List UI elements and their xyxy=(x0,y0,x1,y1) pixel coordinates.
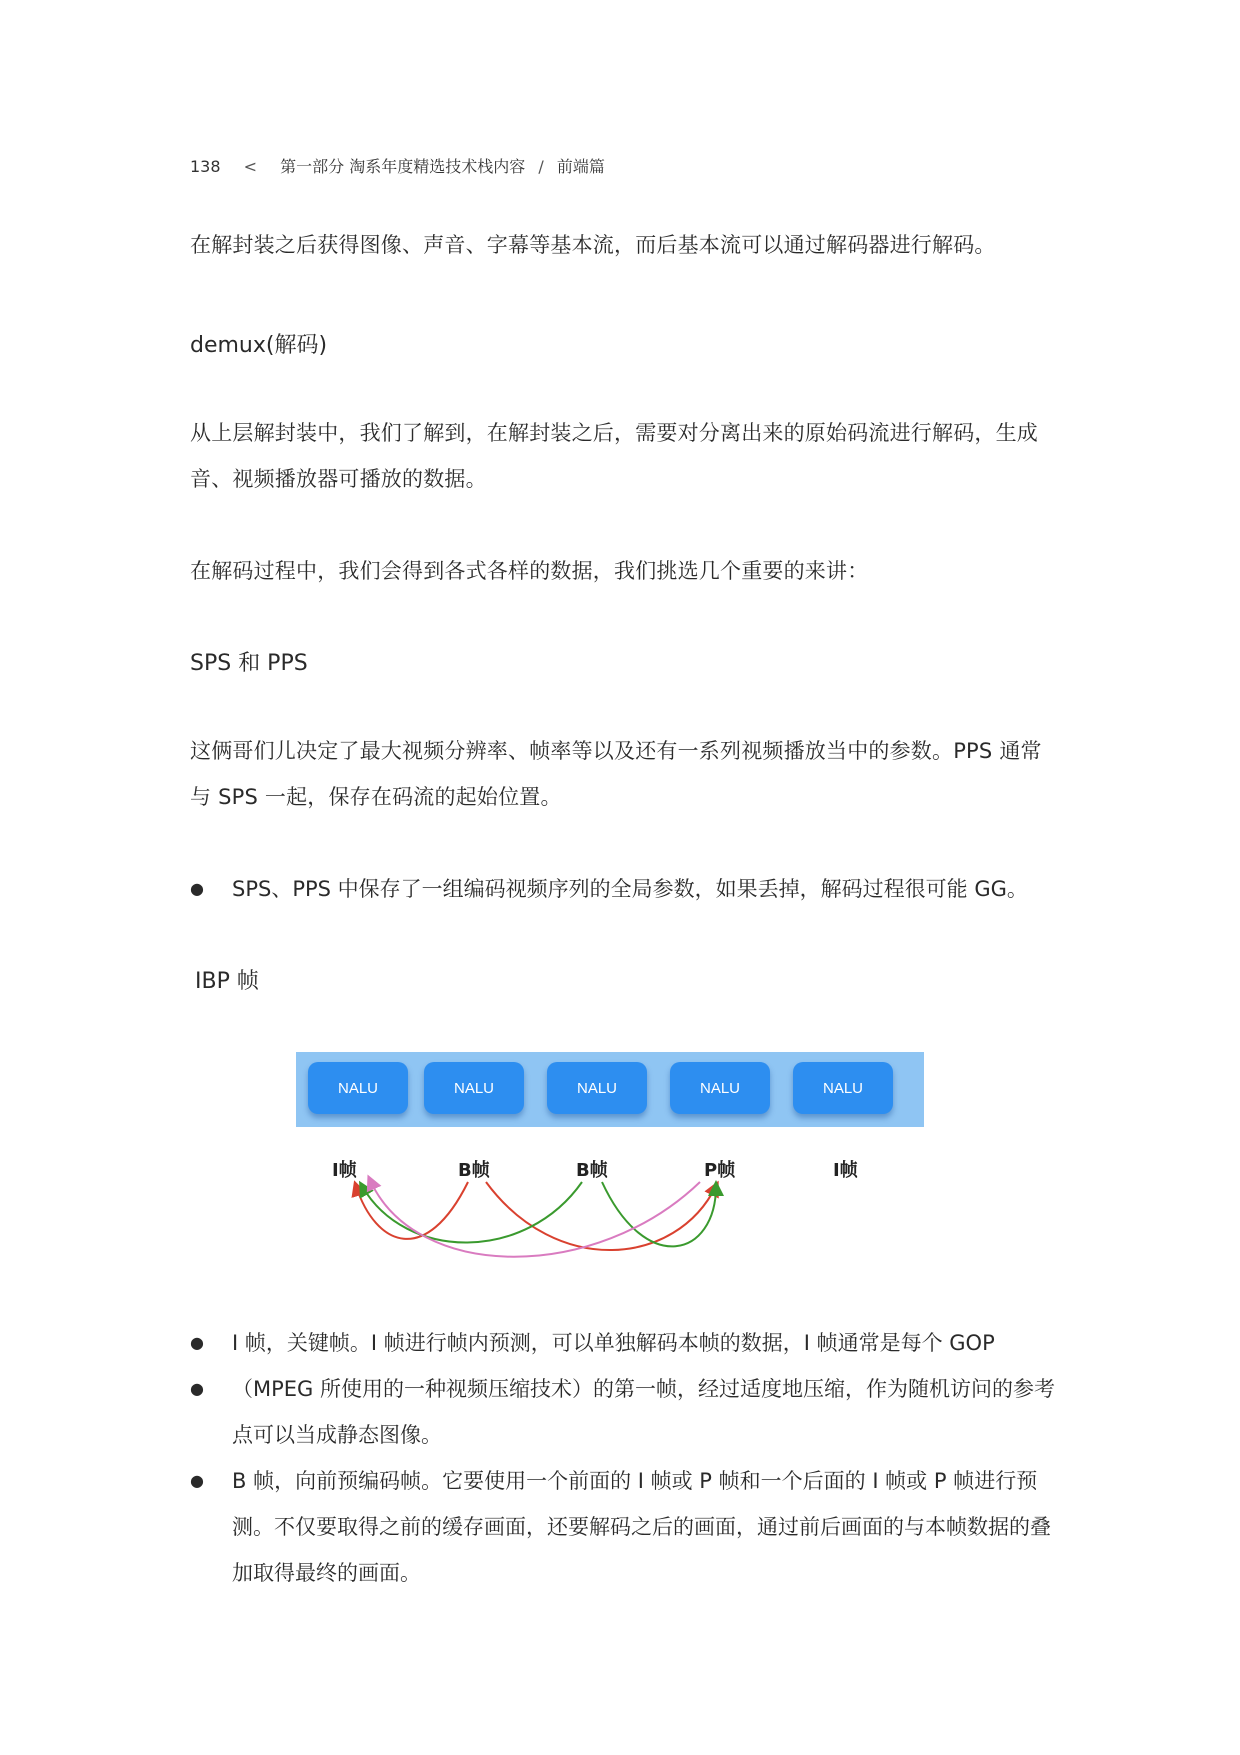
bullet-text: SPS、PPS 中保存了一组编码视频序列的全局参数，如果丢掉，解码过程很可能 GG。 xyxy=(232,877,1028,901)
heading-demux: demux(解码) xyxy=(190,333,328,358)
frame-label-i-1: I帧 xyxy=(332,1160,357,1181)
frame-label-b-2: B帧 xyxy=(576,1160,608,1181)
bullet-b-frame xyxy=(190,1458,1060,1596)
bullet-sps xyxy=(190,866,1060,912)
paragraph-demux-desc: 从上层解封装中，我们了解到，在解封装之后，需要对分离出来的原始码流进行解码，生成音、视频播放器可播放的数据。 xyxy=(190,421,1038,491)
nalu-block-2: NALU xyxy=(424,1062,524,1114)
page-number: 138 xyxy=(190,157,221,176)
nalu-block-1: NALU xyxy=(308,1062,408,1114)
frame-label-p: P帧 xyxy=(704,1160,736,1181)
bullet-marker: ● xyxy=(190,1379,204,1398)
frame-label-b-1: B帧 xyxy=(458,1160,490,1181)
bullet-marker: ● xyxy=(190,1471,204,1490)
frame-label-i-2: I帧 xyxy=(833,1160,858,1181)
page-header xyxy=(190,154,605,177)
bullet-i-frame-1 xyxy=(190,1320,1060,1366)
paragraph-sps-pps-desc: 这俩哥们儿决定了最大视频分辨率、帧率等以及还有一系列视频播放当中的参数。PPS 通常与 SPS 一起，保存在码流的起始位置。 xyxy=(190,739,1042,809)
header-section: 前端篇 xyxy=(556,157,605,176)
arc-b1-to-p xyxy=(486,1182,716,1250)
heading-ibp: IBP 帧 xyxy=(195,969,259,994)
header-separator: < xyxy=(243,157,258,176)
bullet-text: I 帧，关键帧。I 帧进行帧内预测，可以单独解码本帧的数据，I 帧通常是每个 GOP xyxy=(232,1331,995,1355)
paragraph-decoding-intro: 在解封装之后获得图像、声音、字幕等基本流，而后基本流可以通过解码器进行解码。 xyxy=(190,233,996,257)
arc-b2-to-i xyxy=(362,1182,582,1243)
bullet-marker: ● xyxy=(190,1333,204,1352)
bullet-marker: ● xyxy=(190,879,204,898)
arc-p-to-i xyxy=(370,1180,700,1257)
bullet-text: （MPEG 所使用的一种视频压缩技术）的第一帧，经过适度地压缩，作为随机访问的参考点可以当成静态图像。 xyxy=(232,1377,1055,1447)
nalu-block-3: NALU xyxy=(547,1062,647,1114)
bullet-text: B 帧，向前预编码帧。它要使用一个前面的 I 帧或 P 帧和一个后面的 I 帧或 P 帧进行预测。不仅要取得之前的缓存画面，还要解码之后的画面，通过前后画面的与本帧数据的叠加取得最终的画面。 xyxy=(232,1469,1051,1585)
bullet-i-frame-2 xyxy=(190,1366,1060,1458)
ibp-frame-figure xyxy=(296,1052,926,1268)
nalu-block-5: NALU xyxy=(793,1062,893,1114)
heading-sps-pps: SPS 和 PPS xyxy=(190,651,308,676)
header-slash: / xyxy=(538,157,544,176)
header-part: 第一部分 淘系年度精选技术栈内容 xyxy=(280,157,526,176)
reference-arcs xyxy=(296,1052,926,1268)
nalu-block-4: NALU xyxy=(670,1062,770,1114)
paragraph-data-types: 在解码过程中，我们会得到各式各样的数据，我们挑选几个重要的来讲： xyxy=(190,559,869,583)
